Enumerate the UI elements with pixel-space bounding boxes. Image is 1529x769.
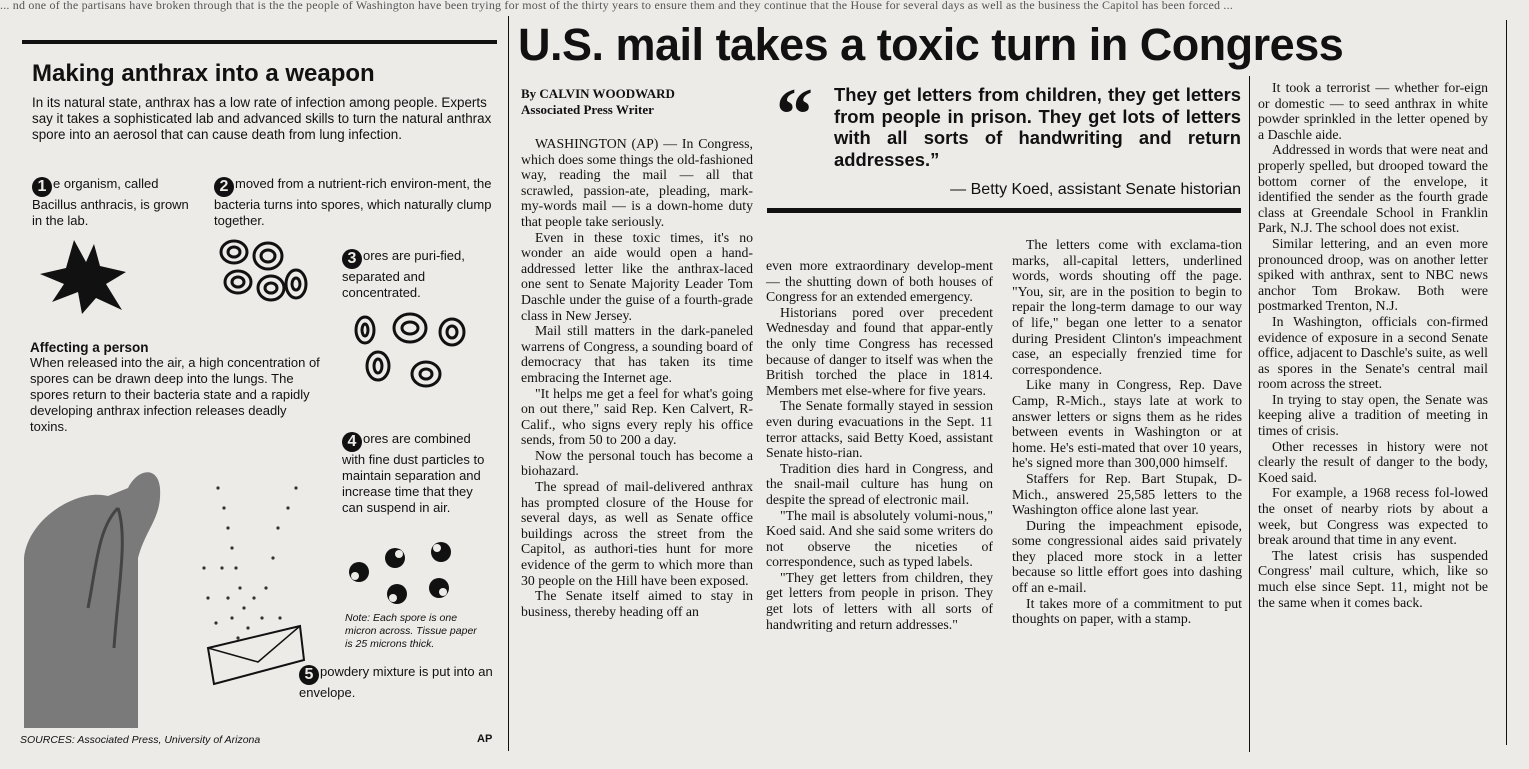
step-number: 3 bbox=[342, 249, 362, 269]
column-separator-1 bbox=[508, 16, 509, 751]
byline bbox=[521, 86, 753, 118]
step-4 bbox=[342, 431, 492, 516]
byline-org: Associated Press Writer bbox=[521, 102, 654, 117]
paragraph: It takes more of a commitment to put thoughts on paper, with a stamp. bbox=[1012, 595, 1242, 627]
affecting-text: When released into the air, a high concentration of spores can be drawn deep into the lungs. The spores return to their bacteria state and a rapidly developing anthrax infection releases deadly toxins. bbox=[30, 355, 320, 434]
paragraph: For example, a 1968 recess fol-lowed the onset of nearby riots by about a week, but Congress was expected to break around that time in any event. bbox=[1258, 485, 1488, 548]
paragraph: Mail still matters in the dark-paneled warrens of Congress, a sounding board of democracy that has taken its time embracing the Internet age. bbox=[521, 323, 753, 385]
graphic-intro: In its natural state, anthrax has a low rate of infection among people. Experts say it takes a sophisticated lab and advanced skills to turn the natural anthrax spore into an aerosol that can cause death from lung infection. bbox=[32, 95, 492, 142]
sources-line: SOURCES: Associated Press, University of Arizona bbox=[20, 734, 261, 746]
paragraph: Staffers for Rep. Bart Stupak, D-Mich., answered 25,585 letters to the Washington office alone last year. bbox=[1012, 470, 1242, 518]
column-separator-2 bbox=[1249, 76, 1250, 752]
purified-spores-illustration bbox=[350, 310, 480, 390]
pull-quote-text: They get letters from children, they get letters from people in prison. They get lots of letters with all sorts of handwriting and return addresses.” bbox=[834, 84, 1241, 170]
dust-particles-illustration bbox=[345, 540, 475, 610]
paragraph: During the impeachment episode, some congressional aides said privately they placed more stock in a letter because so little effort goes into dashing off an e-mail. bbox=[1012, 517, 1242, 596]
pull-quote-attribution: — Betty Koed, assistant Senate historian bbox=[950, 181, 1241, 198]
paragraph: "The mail is absolutely volumi-nous," Koed said. And she said some writers do not observe the niceties of correspondence, such as typed labels. bbox=[766, 507, 993, 570]
paragraph: Now the personal touch has become a biohazard. bbox=[521, 447, 753, 479]
right-edge-rule bbox=[1506, 20, 1507, 745]
article-column-2 bbox=[766, 258, 993, 632]
article-column-4 bbox=[1258, 80, 1488, 610]
step-3 bbox=[342, 248, 492, 301]
paragraph: In trying to stay open, the Senate was keeping alive a tradition of meeting in times of crisis. bbox=[1258, 391, 1488, 439]
paragraph: "It helps me get a feel for what's going on out there," said Rep. Ken Calvert, R-Calif., who signs every reply his office sends, from 50 to 200 a day. bbox=[521, 385, 753, 448]
step-5 bbox=[299, 664, 494, 701]
graphic-title: Making anthrax into a weapon bbox=[32, 60, 375, 87]
ap-credit: AP bbox=[477, 733, 493, 745]
paragraph: In Washington, officials con-firmed evidence of exposure in a second Senate office, adjacent to Daschle's suite, as well as spores in the Senate's central mail room across the street. bbox=[1258, 313, 1488, 392]
affecting-block bbox=[30, 340, 320, 435]
paragraph: Similar lettering, and an even more pronounced droop, was on another letter spiked with anthrax, sent to NBC news anchor Tom Brokaw. Both were postmarked Trenton, N.J. bbox=[1258, 235, 1488, 314]
bacteria-clump-illustration bbox=[34, 232, 134, 317]
step-1 bbox=[32, 176, 202, 229]
step-number: 1 bbox=[32, 177, 52, 197]
quote-bottom-rule bbox=[767, 208, 1241, 213]
paragraph: WASHINGTON (AP) — In Congress, which does some things the old-fashioned way, reading the mail — all that scrawled, passion-ate, pleading, mark-my-words mail — is a down-home duty that people take seriously. bbox=[521, 136, 753, 229]
paragraph: Addressed in words that were neat and properly spelled, but drooped toward the bottom corner of the envelope, it identified the sender as the fourth grade class at Greendale School in Franklin Park, N.J. The school does not exist. bbox=[1258, 142, 1488, 236]
byline-author: By CALVIN WOODWARD bbox=[521, 86, 675, 101]
step-2 bbox=[214, 176, 492, 229]
paragraph: Tradition dies hard in Congress, and the snail-mail culture has hung on despite the spread of electronic mail. bbox=[766, 460, 993, 507]
graphic-top-rule bbox=[22, 40, 497, 44]
step-text: e organism, called Bacillus anthracis, is grown in the lab. bbox=[32, 176, 189, 228]
step-text: moved from a nutrient-rich environ-ment, the bacteria turns into spores, which naturally clump together. bbox=[214, 176, 492, 228]
step-text: ores are combined with fine dust particles to maintain separation and increase time that they can suspend in air. bbox=[342, 431, 485, 515]
step-text: ores are puri-fied, separated and concentrated. bbox=[342, 248, 465, 300]
step-number: 4 bbox=[342, 432, 362, 452]
paragraph: The spread of mail-delivered anthrax has prompted closure of the House for several days, as well as Senate office buildings across the street from the Capitol, as authori-ties hunt for more evidence of the germ to which more than 30 people on the Hill have been exposed. bbox=[521, 479, 753, 588]
affecting-title: Affecting a person bbox=[30, 340, 149, 355]
step-number: 5 bbox=[299, 665, 319, 685]
paragraph: "They get letters from children, they get letters from people in prison. They get lots of letters with all sorts of handwriting and return addresses." bbox=[766, 569, 993, 632]
headline: U.S. mail takes a toxic turn in Congress bbox=[518, 19, 1344, 70]
article-column-3 bbox=[1012, 237, 1242, 627]
step-text: powdery mixture is put into an envelope. bbox=[299, 664, 493, 700]
paragraph: The Senate formally stayed in session even during evacuations in the Sept. 11 terror attacks, said Betty Koed, assistant Senate histo-rian. bbox=[766, 398, 993, 461]
paragraph: The letters come with exclama-tion marks, all-capital letters, underlined words, words shouting off the page. "You, sir, are in the position to begin to repair the long-term damage to our way of life," began one letter to a senator during President Clinton's impeachment case, an especially frenzied time for correspondence. bbox=[1012, 237, 1242, 377]
lungs-envelope-illustration bbox=[18, 448, 318, 728]
step-number: 2 bbox=[214, 177, 234, 197]
paragraph: The Senate itself aimed to stay in business, thereby heading off an bbox=[521, 588, 753, 619]
spore-note: Note: Each spore is one micron across. Tissue paper is 25 microns thick. bbox=[345, 612, 477, 650]
paragraph: Like many in Congress, Rep. Dave Camp, R-Mich., stays late at work to answer letters or signs them as he rides between events in Washington or at home. He's esti-mated that over 10 years, he's signed more than 300,000 himself. bbox=[1012, 377, 1242, 471]
paragraph: Even in these toxic times, it's no wonder an aide would open a hand-addressed letter like the anthrax-laced one sent to Senate Majority Leader Tom Daschle under the guise of a fourth-grade class in New Jersey. bbox=[521, 229, 753, 323]
paragraph: Historians pored over precedent Wednesday and found that appar-ently the only time Congress has recessed because of danger to itself was when the British torched the place in 1814. Members met else-where for five years. bbox=[766, 304, 993, 398]
pull-quote-mark: “ bbox=[776, 74, 813, 156]
paragraph: Other recesses in history were not clearly the result of danger to the body, Koed said. bbox=[1258, 438, 1488, 485]
paragraph: The latest crisis has suspended Congress' mail culture, which, like so much else since Sept. 11, might not be the same when it comes back. bbox=[1258, 547, 1488, 610]
article-column-1 bbox=[521, 136, 753, 619]
paragraph: It took a terrorist — whether for-eign or domestic — to seed anthrax in white powder sprinkled in the letter opened by a Daschle aide. bbox=[1258, 80, 1488, 142]
paragraph: even more extraordinary develop-ment — the shutting down of both houses of Congress for an extended emergency. bbox=[766, 258, 993, 305]
clipped-top-text: ... nd one of the partisans have broken through that is the the people of Washington have been trying for most of the thirty years to ensure them and they continue that the House for several days as well as the business the Capitol has been forced ... bbox=[0, 0, 1234, 12]
spore-clump-illustration bbox=[216, 232, 316, 312]
